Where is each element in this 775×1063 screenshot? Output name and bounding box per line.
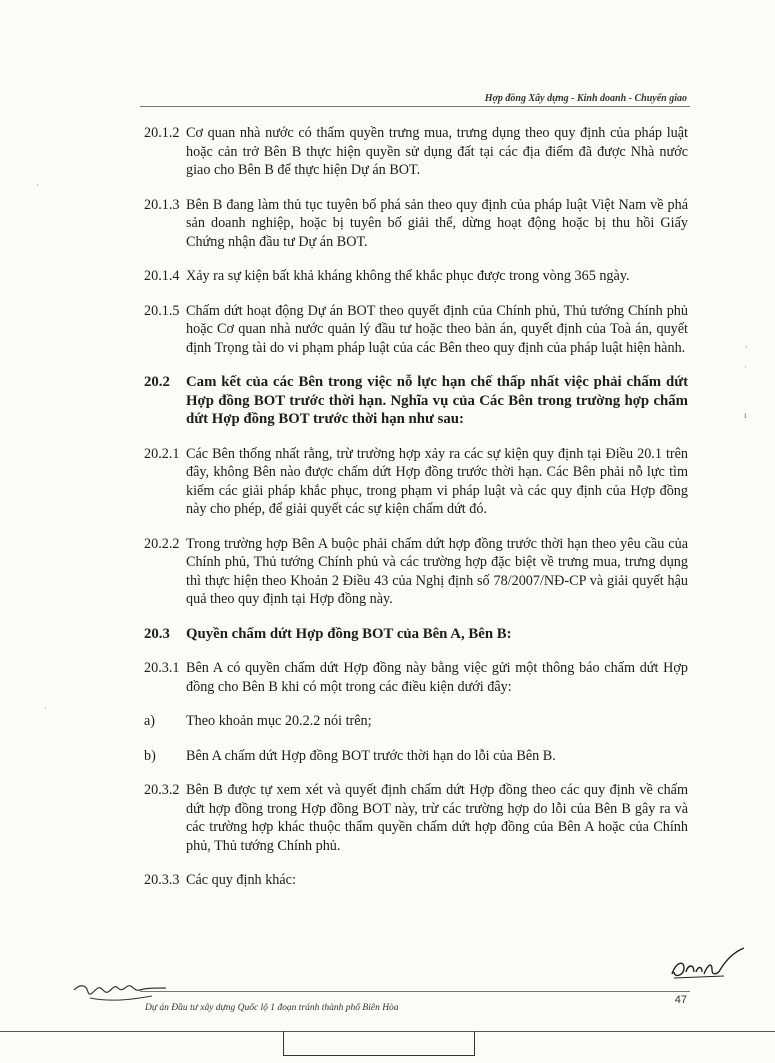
clause-text: Chấm dứt hoạt động Dự án BOT theo quyết định của Chính phủ, Thủ tướng Chính phủ hoặc Cơ quan nhà nước quản lý đầu tư hoặc theo bản án, quyết định của Toà án, quyết định Trọng tài do vi phạm pháp luật của các Bên theo quy định của pháp luật hiện hành. — [186, 302, 688, 356]
footer-rule — [140, 991, 690, 992]
signature-right — [668, 944, 748, 984]
section-title: Cam kết của các Bên trong việc nỗ lực hạn chế thấp nhất việc phải chấm dứt Hợp đồng BOT trước thời hạn. Nghĩa vụ của Các Bên trong trường hợp chấm dứt Hợp đồng BOT trước thời hạn như sau: — [186, 374, 688, 427]
clause-20-1-5 — [144, 302, 688, 358]
clause-20-1-3 — [144, 196, 688, 252]
clause-20-3-3 — [144, 871, 688, 890]
scan-edge-box — [283, 1031, 475, 1056]
clause-text: Bên A có quyền chấm dứt Hợp đồng này bằng việc gửi một thông báo chấm dứt Hợp đồng cho Bên B khi có một trong các điều kiện dưới đây: — [186, 660, 688, 695]
margin-speck: · — [36, 180, 39, 190]
clause-text: Trong trường hợp Bên A buộc phải chấm dứt hợp đồng trước thời hạn theo yêu cầu của Chính phủ, Thủ tướng Chính phủ và các trường hợp đặc biệt về trưng mua, trưng dụng thì thực hiện theo Khoản 2 Điều 43 của Nghị định số 78/2007/NĐ-CP và giải quyết hậu quả theo quy định tại Hợp đồng này. — [186, 535, 688, 607]
list-item-b — [144, 747, 688, 766]
section-number: 20.2 — [144, 374, 170, 390]
document-body — [144, 124, 688, 906]
clause-number: 20.3.1 — [144, 660, 180, 676]
list-text: Bên A chấm dứt Hợp đồng BOT trước thời hạn do lỗi của Bên B. — [186, 747, 556, 764]
clause-20-1-2 — [144, 124, 688, 180]
section-20-3-heading — [144, 625, 688, 644]
list-marker: b) — [144, 747, 156, 764]
margin-speck: · — [44, 703, 47, 713]
clause-text: Xảy ra sự kiện bất khả kháng không thể khắc phục được trong vòng 365 ngày. — [186, 268, 630, 284]
clause-text: Các Bên thống nhất rằng, trừ trường hợp xảy ra các sự kiện quy định tại Điều 20.1 trên đây, không Bên nào được chấm dứt Hợp đồng trước thời hạn. Các Bên phải nỗ lực tìm kiếm các giải pháp khắc phục, trong phạm vi pháp luật và các quy định của Hợp đồng này cho phép, để giải quyết các sự kiện chấm dứt đó. — [186, 445, 688, 517]
section-number: 20.3 — [144, 625, 170, 642]
clause-number: 20.1.4 — [144, 268, 180, 284]
running-header: Hợp đồng Xây dựng - Kinh doanh - Chuyển giao — [484, 93, 687, 104]
clause-20-3-1 — [144, 659, 688, 696]
list-text: Theo khoản mục 20.2.2 nói trên; — [186, 713, 372, 729]
clause-number: 20.1.2 — [144, 125, 180, 141]
clause-number: 20.2.2 — [144, 535, 180, 552]
margin-speck: · — [745, 342, 748, 352]
clause-number: 20.2.1 — [144, 445, 180, 462]
clause-text: Các quy định khác: — [186, 872, 296, 888]
clause-number: 20.3.3 — [144, 872, 180, 888]
clause-20-2-2 — [144, 535, 688, 609]
clause-number: 20.3.2 — [144, 782, 180, 798]
clause-text: Bên B được tự xem xét và quyết định chấm dứt Hợp đồng theo các quy định về chấm dứt hợp đồng trong Hợp đồng BOT này, trừ các trường hợp do lỗi của Bên B gây ra và các trường hợp khác thuộc thẩm quyền chấm dứt hợp đồng của Bên A hoặc của Chính phủ, Thủ tướng Chính phủ. — [186, 782, 688, 854]
header-rule — [140, 106, 690, 107]
footer-project-name: Dự án Đầu tư xây dựng Quốc lộ 1 đoạn tránh thành phố Biên Hòa — [145, 1003, 399, 1013]
section-20-2-heading — [144, 373, 688, 429]
clause-text: Bên B đang làm thủ tục tuyên bố phá sản theo quy định của pháp luật Việt Nam về phá sản doanh nghiệp, hoặc bị tuyên bố giải thể, dừng hoạt động hoặc bị thu hồi Giấy Chứng nhận đầu tư Dự án BOT. — [186, 196, 688, 250]
clause-20-2-1 — [144, 445, 688, 519]
section-title: Quyền chấm dứt Hợp đồng BOT của Bên A, Bên B: — [186, 625, 512, 642]
margin-speck: · — [744, 362, 747, 372]
clause-text: Cơ quan nhà nước có thẩm quyền trưng mua, trưng dụng theo quy định của pháp luật hoặc cản trở Bên B thực hiện quyền sử dụng đất tại các địa điểm đã được Nhà nước giao cho Bên B để thực hiện Dự án BOT. — [186, 125, 688, 178]
margin-speck: ı — [744, 410, 747, 420]
clause-20-1-4 — [144, 267, 688, 286]
page-number: 47 — [674, 994, 687, 1006]
list-item-a — [144, 712, 688, 731]
clause-number: 20.1.3 — [144, 196, 180, 213]
list-marker: a) — [144, 713, 156, 729]
clause-20-3-2 — [144, 781, 688, 855]
clause-number: 20.1.5 — [144, 302, 180, 319]
